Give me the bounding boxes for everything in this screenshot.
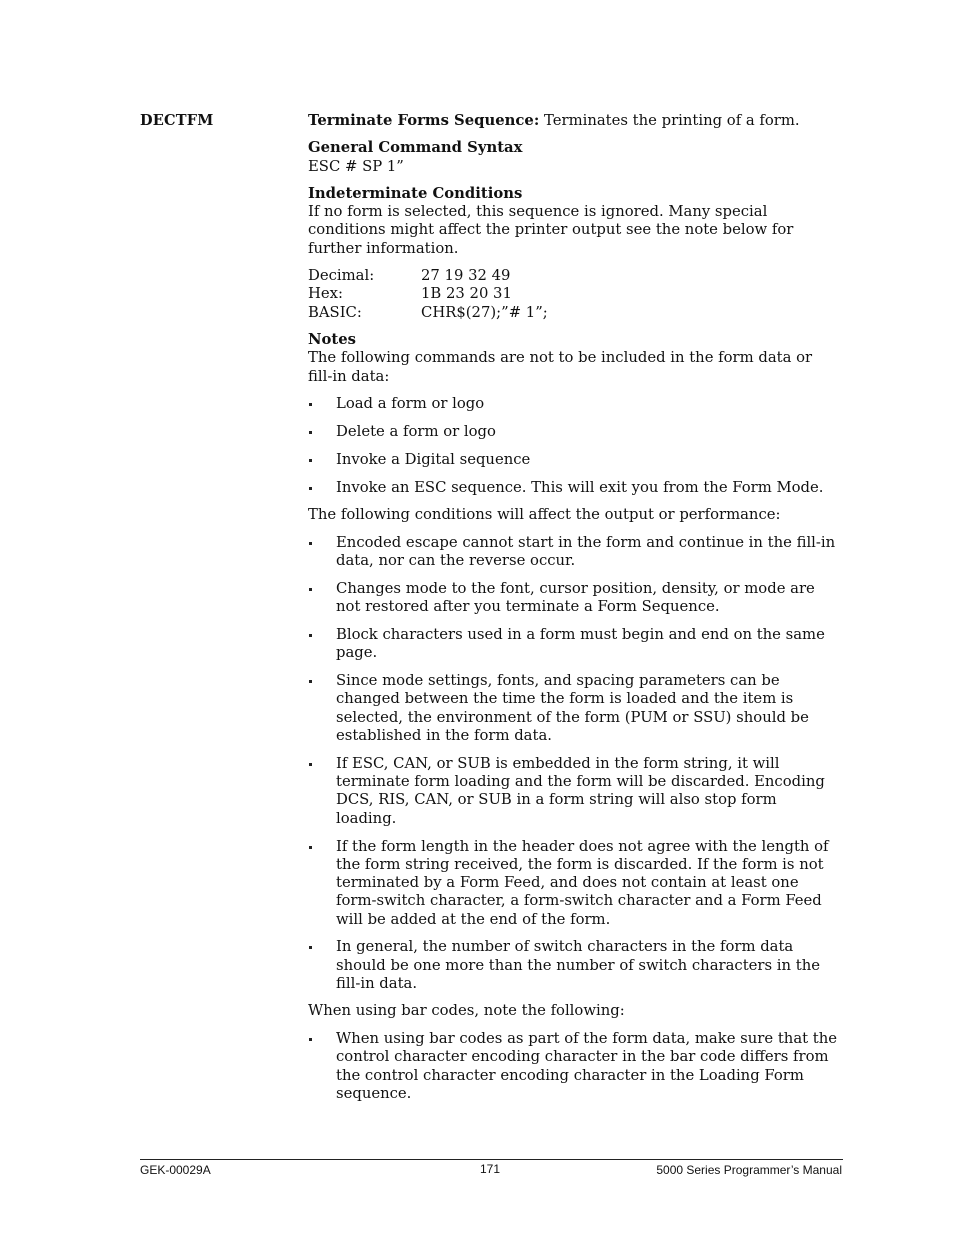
list-item bbox=[308, 534, 840, 571]
barcode-intro: When using bar codes, note the following: bbox=[308, 1002, 625, 1020]
syntax-heading: General Command Syntax bbox=[308, 139, 523, 157]
list-item bbox=[308, 672, 840, 745]
list-item bbox=[308, 395, 840, 413]
notes-heading: Notes bbox=[308, 330, 356, 348]
list-item-text: Changes mode to the font, cursor position, density, or mode are not restored after you terminate a Form Sequence. bbox=[336, 579, 815, 616]
command-heading bbox=[308, 112, 840, 130]
excluded-commands-list bbox=[308, 395, 840, 497]
list-item-text: Delete a form or logo bbox=[336, 423, 496, 441]
list-item-text: Encoded escape cannot start in the form and continue in the fill-in data, nor can the reverse occur. bbox=[336, 533, 836, 570]
list-item-text: Load a form or logo bbox=[336, 395, 485, 413]
page-number: 171 bbox=[479, 1162, 501, 1176]
code-label: Hex: bbox=[308, 285, 343, 303]
code-row-decimal bbox=[308, 267, 840, 285]
footer-divider bbox=[140, 1159, 843, 1160]
code-table bbox=[308, 267, 840, 322]
code-label: Decimal: bbox=[308, 267, 375, 285]
indeterminate-heading: Indeterminate Conditions bbox=[308, 184, 523, 202]
command-name: DECTFM bbox=[140, 112, 214, 129]
list-item bbox=[308, 938, 840, 993]
conditions-intro: The following conditions will affect the output or performance: bbox=[308, 506, 781, 524]
list-item bbox=[308, 1030, 840, 1103]
barcode-list bbox=[308, 1030, 840, 1103]
list-item-text: If ESC, CAN, or SUB is embedded in the form string, it will terminate form loading and the form will be discarded. Encoding DCS, RIS, CAN, or SUB in a form string will also stop form loading. bbox=[336, 754, 825, 827]
list-item bbox=[308, 626, 840, 663]
list-item-text: When using bar codes as part of the form data, make sure that the control character encoding character in the bar code differs from the control character encoding character in the Loading Form sequence. bbox=[336, 1030, 838, 1103]
command-title: Terminate Forms Sequence: bbox=[308, 112, 540, 129]
list-item bbox=[308, 423, 840, 441]
list-item bbox=[308, 838, 840, 929]
list-item-text: Invoke an ESC sequence. This will exit you from the Form Mode. bbox=[336, 478, 824, 496]
list-item-text: In general, the number of switch characters in the form data should be one more than the number of switch characters in the fill-in data. bbox=[336, 938, 820, 993]
command-description bbox=[308, 112, 840, 1103]
command-summary: Terminates the printing of a form. bbox=[539, 112, 800, 129]
code-row-basic bbox=[308, 304, 840, 322]
code-value: 1B 23 20 31 bbox=[421, 285, 512, 303]
list-item bbox=[308, 580, 840, 617]
code-row-hex bbox=[308, 285, 840, 303]
list-item-text: Since mode settings, fonts, and spacing parameters can be changed between the time the form is loaded and the item is selected, the environment of the form (PUM or SSU) should be established in the form data. bbox=[336, 672, 809, 745]
document-id: GEK-00029A bbox=[140, 1163, 211, 1177]
manual-title: 5000 Series Programmer’s Manual bbox=[656, 1163, 842, 1177]
code-label: BASIC: bbox=[308, 303, 362, 321]
list-item-text: If the form length in the header does not agree with the length of the form string received, the form is discarded. If the form is not terminated by a Form Feed, and does not contain at least one form-switch character, a form-switch character and a Form Feed will be added at the end of the form. bbox=[336, 837, 829, 928]
list-item bbox=[308, 479, 840, 497]
code-value: CHR$(27);”# 1”; bbox=[421, 303, 548, 321]
conditions-list bbox=[308, 534, 840, 994]
code-value: 27 19 32 49 bbox=[421, 267, 511, 285]
list-item bbox=[308, 755, 840, 828]
list-item bbox=[308, 451, 840, 469]
indeterminate-text: If no form is selected, this sequence is ignored. Many special conditions might affect the printer output see the note below for further information. bbox=[308, 203, 794, 257]
list-item-text: Block characters used in a form must begin and end on the same page. bbox=[336, 626, 825, 662]
list-item-text: Invoke a Digital sequence bbox=[336, 450, 531, 468]
syntax-value: ESC # SP 1” bbox=[308, 157, 404, 175]
notes-intro: The following commands are not to be included in the form data or fill-in data: bbox=[308, 349, 813, 385]
